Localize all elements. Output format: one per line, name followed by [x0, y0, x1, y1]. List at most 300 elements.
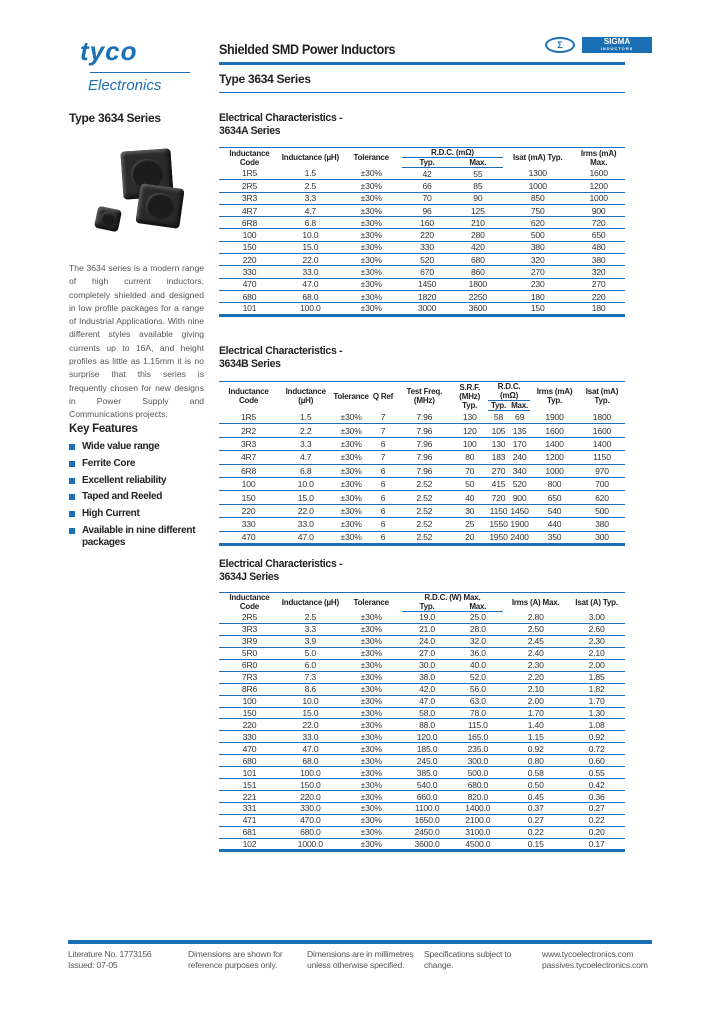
table-cell: 245.0 — [402, 755, 453, 767]
key-feature-text: Taped and Reeled — [82, 491, 163, 503]
table-cell: 7.3 — [280, 671, 341, 683]
table-cell: 3R9 — [219, 635, 280, 647]
table-cell: ±30% — [341, 779, 402, 791]
table-cell: 100.0 — [280, 303, 341, 315]
table-cell: ±30% — [341, 826, 402, 838]
table-cell: 183 — [488, 451, 509, 464]
table-cell: 270 — [488, 464, 509, 477]
table-row — [219, 623, 625, 635]
table-cell: 380 — [572, 254, 625, 266]
table-cell: 19.0 — [402, 612, 453, 624]
table-cell: 4500.0 — [452, 838, 503, 850]
table-row — [219, 168, 625, 180]
table-cell: 1.82 — [568, 683, 625, 695]
key-feature-item — [69, 475, 209, 487]
table-cell: 1.15 — [503, 731, 568, 743]
table-cell: 150 — [219, 491, 278, 504]
table-cell: 105 — [488, 424, 509, 437]
table-cell: 4.7 — [278, 451, 333, 464]
table-cell: ±30% — [341, 168, 402, 180]
table-cell: 2400 — [509, 531, 530, 544]
table-cell: 2.5 — [280, 612, 341, 624]
table-cell: 47.0 — [280, 278, 341, 290]
tyco-logo: tyco — [80, 36, 138, 66]
col-test-freq: Test Freq. (MHz) — [397, 382, 451, 411]
table-cell: 480 — [572, 241, 625, 253]
col-rdc-typ: Typ. — [488, 401, 509, 411]
table-row — [219, 229, 625, 241]
table-row — [219, 424, 625, 437]
table-cell: 69 — [509, 411, 530, 424]
table-cell: 3100.0 — [452, 826, 503, 838]
table-cell: 1000.0 — [280, 838, 341, 850]
table-cell: 340 — [509, 464, 530, 477]
table-cell: 6R8 — [219, 464, 278, 477]
table-cell: 0.72 — [568, 743, 625, 755]
table-cell: 1.40 — [503, 719, 568, 731]
table-cell: 180 — [503, 290, 572, 302]
table-cell: 130 — [488, 437, 509, 450]
table-cell: 650 — [530, 491, 579, 504]
table-cell: ±30% — [341, 192, 402, 204]
table-row — [219, 204, 625, 216]
table-row — [219, 647, 625, 659]
footer-literature — [68, 949, 152, 971]
table-cell: 220.0 — [280, 791, 341, 803]
col-isat: Isat (mA) Typ. — [579, 382, 625, 411]
table-cell: 25.0 — [452, 612, 503, 624]
col-isat: Isat (mA) Typ. — [503, 148, 572, 168]
table-cell: 0.22 — [568, 814, 625, 826]
col-rdc: R.D.C. (mΩ) — [488, 382, 530, 401]
table-cell: 6.8 — [278, 464, 333, 477]
table-cell: 221 — [219, 791, 280, 803]
table-cell: 620 — [579, 491, 625, 504]
table-cell: 101 — [219, 303, 280, 315]
table-row — [219, 303, 625, 315]
table-cell: 1000 — [503, 180, 572, 192]
table-cell: 210 — [452, 217, 503, 229]
table-cell: 27.0 — [402, 647, 453, 659]
table-cell: 36.0 — [452, 647, 503, 659]
col-inductance: Inductance (µH) — [280, 593, 341, 612]
col-code: Inductance Code — [219, 382, 278, 411]
table-cell: 7 — [369, 411, 397, 424]
table-cell: 5.0 — [280, 647, 341, 659]
table-cell: 160 — [402, 217, 453, 229]
table-cell: ±30% — [341, 767, 402, 779]
table-cell: 681 — [219, 826, 280, 838]
table-cell: 7 — [369, 451, 397, 464]
key-feature-text: Available in nine different packages — [82, 524, 196, 548]
key-feature-item — [69, 491, 209, 503]
table-cell: 2.50 — [503, 623, 568, 635]
table-cell: 2.45 — [503, 635, 568, 647]
table-cell: 2R5 — [219, 180, 280, 192]
table-cell: 10.0 — [278, 477, 333, 490]
table-cell: 620 — [503, 217, 572, 229]
col-tolerance: Tolerance — [341, 148, 402, 168]
table-cell: 0.58 — [503, 767, 568, 779]
table-cell: ±30% — [341, 229, 402, 241]
table-cell: 540 — [530, 504, 579, 517]
table-cell: 63.0 — [452, 695, 503, 707]
table-row — [219, 814, 625, 826]
table-cell: 2R2 — [219, 424, 278, 437]
inductor-small-image — [94, 206, 122, 233]
table-cell: ±30% — [341, 683, 402, 695]
page-subtitle: Type 3634 Series — [219, 72, 311, 86]
table-cell: 3R3 — [219, 192, 280, 204]
table-cell: 470.0 — [280, 814, 341, 826]
table-cell: 230 — [503, 278, 572, 290]
table-cell: 380 — [579, 518, 625, 531]
table-cell: 6 — [369, 518, 397, 531]
table-cell: 1R5 — [219, 411, 278, 424]
table-cell: 680.0 — [452, 779, 503, 791]
table-cell: 6.8 — [280, 217, 341, 229]
table-cell: 151 — [219, 779, 280, 791]
table-cell: 385.0 — [402, 767, 453, 779]
key-features-list — [69, 441, 209, 554]
footer-links — [542, 949, 648, 971]
header-rule — [219, 62, 625, 65]
table-row — [219, 683, 625, 695]
col-irms: Irms (mA) Max. — [572, 148, 625, 168]
series-description: The 3634 series is a modern range of high current inductors, completely shielded and designed in low profile packages for a range of Industrial Applications. With nine different styles available giving currents up to 16A, and height profiles as little as 1.15mm it is no surprise that this series is frequently chosen for new designs in Power Supply and Communications projects. — [69, 263, 204, 420]
table-cell: 2.20 — [503, 671, 568, 683]
table-cell: 165.0 — [452, 731, 503, 743]
table-cell: 7.96 — [397, 437, 451, 450]
table-cell: 6.0 — [280, 659, 341, 671]
table-cell: 150 — [503, 303, 572, 315]
table-cell: 1800 — [579, 411, 625, 424]
table-cell: 6 — [369, 464, 397, 477]
table-cell: 2.30 — [503, 659, 568, 671]
table-cell: 1400 — [530, 437, 579, 450]
table-cell: 7.96 — [397, 451, 451, 464]
table-a-title: Electrical Characteristics - — [219, 112, 343, 124]
table-cell: 68.0 — [280, 290, 341, 302]
table-cell: 2.52 — [397, 531, 451, 544]
table-cell: 1.70 — [503, 707, 568, 719]
table-cell: 2.40 — [503, 647, 568, 659]
table-cell: 1.85 — [568, 671, 625, 683]
table-cell: 0.15 — [503, 838, 568, 850]
table-cell: 1200 — [572, 180, 625, 192]
table-cell: ±30% — [341, 803, 402, 815]
table-cell: 7.96 — [397, 411, 451, 424]
table-cell: ±30% — [333, 518, 368, 531]
table-cell: 220 — [219, 254, 280, 266]
table-c-title: Electrical Characteristics - — [219, 558, 343, 570]
table-cell: 0.42 — [568, 779, 625, 791]
table-cell: ±30% — [333, 477, 368, 490]
page-title: Shielded SMD Power Inductors — [219, 41, 396, 57]
table-cell: ±30% — [341, 254, 402, 266]
table-cell: 1000 — [572, 192, 625, 204]
table-cell: 0.22 — [503, 826, 568, 838]
table-cell: 220 — [219, 504, 278, 517]
table-cell: 2.52 — [397, 504, 451, 517]
table-cell: ±30% — [333, 424, 368, 437]
table-cell: 350 — [530, 531, 579, 544]
table-cell: 55 — [452, 168, 503, 180]
table-cell: 47.0 — [278, 531, 333, 544]
table-cell: 3.00 — [568, 612, 625, 624]
table-cell: 270 — [503, 266, 572, 278]
table-cell: 0.17 — [568, 838, 625, 850]
table-cell: 5R0 — [219, 647, 280, 659]
table-cell: ±30% — [341, 180, 402, 192]
table-cell: ±30% — [333, 451, 368, 464]
table-3634b — [219, 381, 625, 546]
table-cell: 102 — [219, 838, 280, 850]
table-cell: 170 — [509, 437, 530, 450]
table-cell: 2.5 — [280, 180, 341, 192]
table-a-heading — [219, 112, 342, 138]
table-cell: 150 — [219, 241, 280, 253]
sigma-logo — [582, 37, 652, 53]
table-cell: 720 — [488, 491, 509, 504]
table-cell: 185.0 — [402, 743, 453, 755]
table-cell: 2.52 — [397, 518, 451, 531]
table-row — [219, 695, 625, 707]
table-cell: 3R3 — [219, 623, 280, 635]
table-cell: 440 — [530, 518, 579, 531]
table-cell: 10.0 — [280, 695, 341, 707]
table-cell: 720 — [572, 217, 625, 229]
table-cell: 21.0 — [402, 623, 453, 635]
table-3634j — [219, 592, 625, 852]
table-cell: 1150 — [489, 505, 508, 516]
table-cell: ±30% — [341, 204, 402, 216]
table-cell: ±30% — [341, 791, 402, 803]
table-cell: ±30% — [341, 743, 402, 755]
col-inductance: Inductance (µH) — [280, 148, 341, 168]
table-cell: 1400 — [579, 437, 625, 450]
table-cell: 180 — [572, 303, 625, 315]
col-q: Q Ref — [369, 382, 397, 411]
footer-units-note: Dimensions are in millimetres unless otherwise specified. — [307, 949, 414, 970]
table-cell: 88.0 — [402, 719, 453, 731]
table-cell: ±30% — [341, 707, 402, 719]
inductor-medium-image — [135, 183, 184, 229]
table-cell: 540.0 — [402, 779, 453, 791]
table-cell: ±30% — [333, 531, 368, 544]
table-cell: 850 — [503, 192, 572, 204]
table-cell: ±30% — [341, 731, 402, 743]
table-cell: ±30% — [333, 491, 368, 504]
passives-website-link[interactable]: passives.tycoelectronics.com — [542, 960, 648, 970]
table-cell: 3000 — [402, 303, 453, 315]
table-cell: 4.7 — [280, 204, 341, 216]
table-cell: 3.3 — [280, 623, 341, 635]
table-cell: ±30% — [341, 612, 402, 624]
table-row — [219, 659, 625, 671]
col-code: Inductance Code — [219, 593, 280, 612]
col-rdc-max: Max. — [452, 602, 503, 612]
footer-dimensions-note: Dimensions are shown for reference purposes only. — [188, 949, 283, 970]
key-feature-item — [69, 441, 209, 453]
electronics-logo-text: Electronics — [88, 77, 162, 94]
col-rdc-typ: Typ. — [402, 158, 453, 168]
table-cell: 470 — [219, 531, 278, 544]
table-cell: 331 — [219, 803, 280, 815]
table-cell: ±30% — [341, 290, 402, 302]
table-cell: 660.0 — [402, 791, 453, 803]
footer-spec-note: Specifications subject to change. — [424, 949, 512, 970]
table-cell: 470 — [219, 278, 280, 290]
table-cell: 280 — [452, 229, 503, 241]
table-cell: 42 — [402, 168, 453, 180]
col-rdc: R.D.C. (mΩ) — [402, 148, 504, 158]
table-row — [219, 767, 625, 779]
table-cell: 120 — [451, 424, 488, 437]
table-cell: 520 — [402, 254, 453, 266]
table-cell: 2.52 — [397, 477, 451, 490]
table-cell: 320 — [572, 266, 625, 278]
table-cell: 7R3 — [219, 671, 280, 683]
table-cell: 0.45 — [503, 791, 568, 803]
table-row — [219, 671, 625, 683]
table-row — [219, 755, 625, 767]
table-cell: 0.80 — [503, 755, 568, 767]
table-cell: 100 — [219, 229, 280, 241]
table-cell: 680.0 — [280, 826, 341, 838]
table-row — [219, 826, 625, 838]
table-cell: ±30% — [333, 437, 368, 450]
table-cell: ±30% — [341, 695, 402, 707]
table-cell: 1900 — [530, 411, 579, 424]
table-cell: 8R6 — [219, 683, 280, 695]
table-cell: ±30% — [341, 671, 402, 683]
subheader-rule — [219, 92, 625, 93]
table-cell: ±30% — [341, 635, 402, 647]
bullet-square-icon — [69, 494, 75, 500]
table-cell: 130 — [451, 411, 488, 424]
table-cell: 330.0 — [280, 803, 341, 815]
table-cell: 6R8 — [219, 217, 280, 229]
table-row — [219, 278, 625, 290]
table-cell: 52.0 — [452, 671, 503, 683]
col-code: Inductance Code — [219, 148, 280, 168]
table-row — [219, 254, 625, 266]
col-isat: Isat (A) Typ. — [568, 593, 625, 612]
table-row — [219, 192, 625, 204]
table-cell: 100 — [219, 695, 280, 707]
table-cell: 40.0 — [452, 659, 503, 671]
table-cell: 33.0 — [280, 266, 341, 278]
table-cell: 1.08 — [568, 719, 625, 731]
table-cell: 270 — [572, 278, 625, 290]
bullet-square-icon — [69, 461, 75, 467]
table-cell: 125 — [452, 204, 503, 216]
table-cell: 68.0 — [280, 755, 341, 767]
table-cell: 330 — [219, 266, 280, 278]
table-cell: 25 — [451, 518, 488, 531]
table-cell: 970 — [579, 464, 625, 477]
table-cell: 66 — [402, 180, 453, 192]
table-cell: 90 — [452, 192, 503, 204]
table-cell: 1100.0 — [402, 803, 453, 815]
table-a-series: 3634A Series — [219, 125, 281, 137]
table-cell: 58 — [488, 411, 509, 424]
table-row — [219, 266, 625, 278]
table-cell: 24.0 — [402, 635, 453, 647]
table-cell: 58.0 — [402, 707, 453, 719]
table-cell: 1950 — [488, 531, 509, 544]
table-cell: 2.10 — [503, 683, 568, 695]
table-cell: 235.0 — [452, 743, 503, 755]
table-cell: 220 — [219, 719, 280, 731]
table-cell: 150.0 — [280, 779, 341, 791]
table-cell: 30 — [451, 504, 488, 517]
table-cell: ±30% — [333, 504, 368, 517]
col-rdc-max: Max. — [452, 158, 503, 168]
website-link[interactable]: www.tycoelectronics.com — [542, 949, 634, 959]
table-cell: 0.37 — [503, 803, 568, 815]
table-cell: 520 — [509, 477, 530, 490]
table-cell: 1.30 — [568, 707, 625, 719]
table-cell: 33.0 — [280, 731, 341, 743]
logo-divider — [90, 72, 190, 73]
table-cell: 300.0 — [452, 755, 503, 767]
table-cell: 1450 — [510, 505, 529, 516]
left-section-title: Type 3634 Series — [69, 111, 161, 125]
table-cell: 96 — [402, 204, 453, 216]
table-cell: 3600.0 — [402, 838, 453, 850]
table-row — [219, 504, 625, 517]
table-cell: ±30% — [341, 719, 402, 731]
table-cell: ±30% — [341, 838, 402, 850]
table-cell: 3.9 — [280, 635, 341, 647]
table-cell: 30.0 — [402, 659, 453, 671]
table-cell: 2100.0 — [452, 814, 503, 826]
table-row — [219, 779, 625, 791]
table-cell: 240 — [509, 451, 530, 464]
table-cell: 100 — [451, 437, 488, 450]
table-row — [219, 518, 625, 531]
table-cell: 1800 — [452, 278, 503, 290]
table-cell: 1.5 — [278, 411, 333, 424]
table-cell: 7.96 — [397, 424, 451, 437]
table-row — [219, 241, 625, 253]
table-cell: 1820 — [402, 290, 453, 302]
table-cell: 2.60 — [568, 623, 625, 635]
table-cell: 500 — [503, 229, 572, 241]
table-cell: 47.0 — [402, 695, 453, 707]
key-feature-text: High Current — [82, 508, 140, 520]
table-row — [219, 290, 625, 302]
table-cell: 1600 — [579, 424, 625, 437]
table-cell: 15.0 — [278, 491, 333, 504]
table-cell: 820.0 — [452, 791, 503, 803]
col-irms: Irms (mA) Typ. — [530, 382, 579, 411]
table-cell: 22.0 — [278, 504, 333, 517]
key-feature-item — [69, 508, 209, 520]
table-cell: 1650.0 — [402, 814, 453, 826]
col-tolerance: Tolerance — [341, 593, 402, 612]
key-feature-text: Ferrite Core — [82, 457, 136, 469]
table-cell: ±30% — [341, 755, 402, 767]
table-cell: 70 — [402, 192, 453, 204]
table-b-title: Electrical Characteristics - — [219, 345, 343, 357]
table-cell: 56.0 — [452, 683, 503, 695]
table-cell: 6R0 — [219, 659, 280, 671]
table-cell: ±30% — [341, 278, 402, 290]
key-feature-item — [69, 525, 209, 549]
